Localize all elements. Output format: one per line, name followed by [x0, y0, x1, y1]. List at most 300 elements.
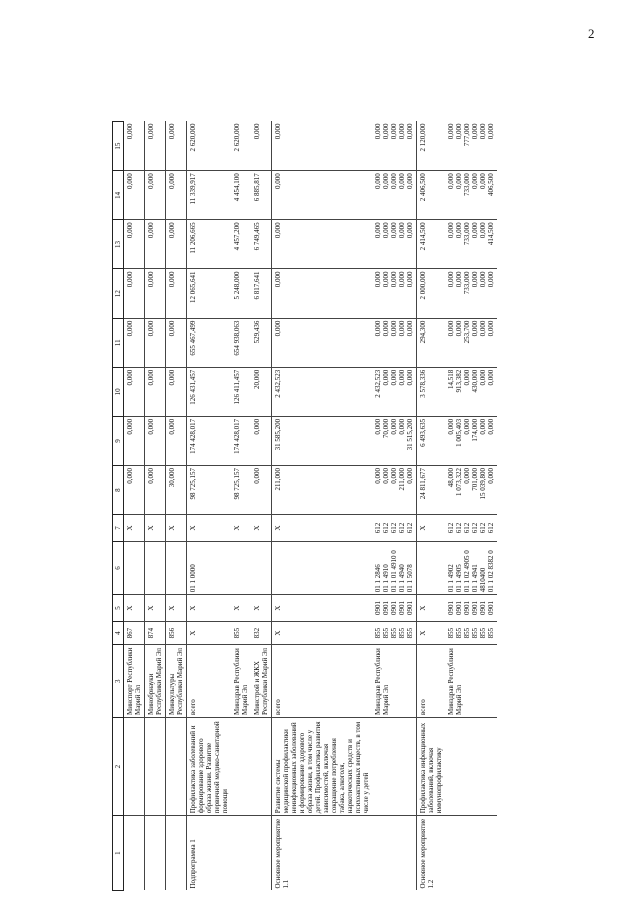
section-cell: X: [231, 595, 251, 622]
cell-line: 0,000: [447, 418, 455, 435]
target-article-cell: [417, 541, 446, 594]
row-type-cell: Подпрограмма 1: [189, 839, 197, 889]
table-row: [372, 122, 417, 891]
row-name-cell: Профилактика заболеваний и формирование здорового образа жизни. Развитие первичной медико-санитарной помощи: [187, 718, 232, 816]
cell-line: 01 1 4910: [382, 564, 390, 593]
amount-cell: 2 120,000: [417, 122, 446, 171]
cell-line: 0,000: [406, 271, 414, 288]
cell-line: 0,000: [382, 173, 390, 189]
amount-cell: 0,000: [166, 416, 187, 465]
col-header: 11: [113, 318, 124, 367]
cell-line: 0,000: [463, 418, 471, 435]
cell-line: 0901: [398, 601, 406, 616]
col-header: 12: [113, 269, 124, 318]
cell-line: 01 1 4941: [471, 564, 479, 593]
amount-cell: 0,000: [145, 220, 166, 269]
row-type-cell: [251, 816, 272, 891]
cell-line: 0901: [374, 601, 382, 616]
amount-cell: 2 620,000: [231, 122, 251, 171]
cell-line: 0,000: [374, 173, 382, 189]
amount-cell: [372, 416, 417, 465]
cell-line: 0,000: [374, 320, 382, 337]
section-cell: X: [272, 595, 373, 622]
cell-line: 0,000: [374, 222, 382, 239]
amount-cell: 529,436: [251, 318, 272, 367]
cell-line: 612: [463, 522, 471, 534]
cell-line: 0,000: [406, 173, 414, 189]
grbs-cell: 874: [145, 621, 166, 644]
amount-cell: 5 248,000: [231, 269, 251, 318]
grbs-cell: X: [272, 621, 373, 644]
section-cell: X: [187, 595, 232, 622]
cell-line: 855: [398, 627, 406, 639]
cell-line: 0,000: [455, 173, 463, 189]
col-header: 15: [113, 122, 124, 171]
amount-cell: [372, 367, 417, 416]
row-type-cell: [372, 816, 417, 891]
amount-cell: 6 493,635: [417, 416, 446, 465]
cell-line: 430,000: [471, 369, 479, 393]
amount-cell: 2 000,000: [417, 269, 446, 318]
cell-line: 0,000: [455, 222, 463, 239]
executor-cell: Минстрой и ЖКХ Республики Марий Эл: [251, 645, 272, 718]
cell-line: 0,000: [447, 271, 455, 288]
grbs-cell: 867: [124, 621, 145, 644]
row-type-cell: [166, 816, 187, 891]
cell-line: 0,000: [390, 320, 398, 337]
amount-cell: 211,000: [272, 466, 373, 515]
cell-line: 0,000: [406, 369, 414, 386]
cell-line: 4810400: [479, 567, 487, 593]
cell-line: 48,000: [447, 468, 455, 488]
cell-line: 0,000: [479, 320, 487, 337]
amount-cell: 0,000: [124, 416, 145, 465]
cell-line: 0,000: [374, 123, 382, 140]
cell-line: 0,000: [398, 123, 406, 140]
col-header: 10: [113, 367, 124, 416]
cell-line: 0,000: [382, 468, 390, 484]
amount-cell: 2 414,500: [417, 220, 446, 269]
col-header: 13: [113, 220, 124, 269]
target-article-cell: [124, 541, 145, 594]
target-article-cell: [372, 541, 417, 594]
table-row: [417, 122, 446, 891]
cell-line: 01 1 4940: [398, 564, 406, 593]
expense-type-cell: X: [251, 515, 272, 542]
row-type-cell: [124, 816, 145, 891]
amount-cell: 11 206,665: [187, 220, 232, 269]
table-row: [145, 122, 166, 891]
col-header: 5: [113, 595, 124, 622]
row-type-cell: [231, 816, 251, 891]
row-name-cell: [445, 718, 497, 816]
amount-cell: 0,000: [166, 122, 187, 171]
row-name-cell: [145, 718, 166, 816]
table-body: [124, 122, 498, 891]
amount-cell: 2 620,000: [187, 122, 232, 171]
cell-line: 855: [479, 627, 487, 639]
cell-line: 01 1 02 4905 0: [463, 550, 471, 593]
amount-cell: 0,000: [145, 318, 166, 367]
cell-line: 855: [447, 627, 455, 639]
amount-cell: 126 431,457: [187, 367, 232, 416]
amount-cell: 126 411,457: [231, 367, 251, 416]
cell-line: 0901: [390, 601, 398, 616]
row-type-cell: Основное мероприятие 1.1: [274, 818, 290, 889]
amount-cell: 0,000: [124, 367, 145, 416]
cell-line: 0,000: [471, 320, 479, 337]
cell-line: 0,000: [390, 418, 398, 435]
amount-cell: [445, 318, 497, 367]
cell-line: 733,000: [463, 173, 471, 196]
cell-line: 701,000: [471, 468, 479, 491]
amount-cell: 0,000: [166, 220, 187, 269]
cell-line: 414,500: [487, 222, 495, 246]
amount-cell: 0,000: [124, 269, 145, 318]
section-cell: X: [251, 595, 272, 622]
amount-cell: 0,000: [145, 122, 166, 171]
cell-line: 612: [390, 522, 398, 534]
col-header: 9: [113, 416, 124, 465]
cell-line: 0,000: [479, 123, 487, 140]
cell-line: 70,000: [382, 418, 390, 439]
table-row: [231, 122, 251, 891]
target-article-cell: [445, 541, 497, 594]
executor-cell: Минздрав Республики Марий Эл: [231, 645, 251, 718]
section-cell: [445, 595, 497, 622]
col-header: 7: [113, 515, 124, 542]
target-article-cell: [251, 541, 272, 594]
amount-cell: [372, 269, 417, 318]
cell-line: 0901: [406, 601, 414, 616]
rotated-page: [112, 121, 637, 891]
executor-cell: Минздрав Республики Марий Эл: [372, 645, 417, 718]
cell-line: 0,000: [487, 418, 495, 435]
cell-line: 0,000: [463, 369, 471, 386]
section-cell: X: [166, 595, 187, 622]
amount-cell: 655 467,499: [187, 318, 232, 367]
header-row: [113, 122, 124, 891]
cell-line: 0,000: [382, 369, 390, 386]
executor-cell: Минобрнауки Республики Марий Эл: [145, 645, 166, 718]
amount-cell: 0,000: [272, 269, 373, 318]
cell-line: 0,000: [487, 320, 495, 337]
cell-line: 0,000: [406, 222, 414, 239]
cell-line: 612: [479, 522, 487, 534]
amount-cell: 0,000: [272, 171, 373, 220]
cell-line: 0,000: [471, 271, 479, 288]
row-name-cell: [231, 718, 251, 816]
cell-line: 0,000: [398, 173, 406, 189]
cell-line: 0,000: [398, 271, 406, 288]
cell-line: 612: [471, 522, 479, 534]
cell-line: 855: [406, 627, 414, 639]
amount-cell: 24 811,677: [417, 466, 446, 515]
cell-line: 612: [455, 522, 463, 534]
cell-line: 0,000: [487, 123, 495, 140]
cell-line: 0,000: [487, 369, 495, 386]
amount-cell: 0,000: [272, 220, 373, 269]
amount-cell: 174 428,017: [231, 416, 251, 465]
amount-cell: 0,000: [145, 171, 166, 220]
cell-line: 0,000: [471, 173, 479, 189]
cell-line: 0901: [455, 601, 463, 616]
amount-cell: [445, 367, 497, 416]
cell-line: 0901: [463, 601, 471, 616]
cell-line: 0,000: [390, 271, 398, 288]
cell-line: 0,000: [382, 320, 390, 337]
cell-line: 253,700: [463, 320, 471, 344]
grbs-cell: X: [417, 621, 446, 644]
executor-cell: всего: [272, 645, 373, 718]
amount-cell: 6 885,817: [251, 171, 272, 220]
executor-cell: Минздрав Республики Марий Эл: [445, 645, 497, 718]
cell-line: 0,000: [390, 123, 398, 140]
amount-cell: [445, 416, 497, 465]
amount-cell: [372, 220, 417, 269]
cell-line: 0,000: [487, 468, 495, 484]
cell-line: 0901: [447, 601, 455, 616]
cell-line: 01 1 5078: [406, 564, 414, 593]
cell-line: 01 1 2846: [374, 564, 382, 593]
cell-line: 855: [463, 627, 471, 639]
cell-line: 0,000: [479, 222, 487, 239]
amount-cell: 0,000: [145, 367, 166, 416]
cell-line: 855: [382, 627, 390, 639]
col-header: 14: [113, 171, 124, 220]
section-cell: X: [124, 595, 145, 622]
cell-line: 0,000: [390, 222, 398, 239]
cell-line: 855: [390, 627, 398, 639]
cell-line: 01 1 4902: [447, 564, 455, 593]
cell-line: 777,000: [463, 123, 471, 147]
amount-cell: 0,000: [145, 416, 166, 465]
expense-type-cell: [372, 515, 417, 542]
cell-line: 0,000: [382, 271, 390, 288]
amount-cell: [372, 318, 417, 367]
amount-cell: 0,000: [124, 122, 145, 171]
table-row: [124, 122, 145, 891]
cell-line: 0,000: [447, 320, 455, 337]
cell-line: 913,382: [455, 369, 463, 393]
amount-cell: 174 428,017: [187, 416, 232, 465]
col-header: 8: [113, 466, 124, 515]
amount-cell: 0,000: [145, 466, 166, 515]
amount-cell: [445, 171, 497, 220]
table-row: [272, 122, 373, 891]
cell-line: 0,000: [390, 468, 398, 484]
cell-line: 0,000: [406, 123, 414, 140]
cell-line: 0,000: [455, 320, 463, 337]
executor-cell: Минспорт Республики Марий Эл: [124, 645, 145, 718]
row-type-cell: [445, 816, 497, 891]
amount-cell: 0,000: [272, 318, 373, 367]
cell-line: 0,000: [479, 271, 487, 288]
col-header: 3: [113, 645, 124, 718]
grbs-cell: [372, 621, 417, 644]
expense-type-cell: X: [166, 515, 187, 542]
cell-line: 0901: [479, 601, 487, 616]
cell-line: 612: [487, 522, 495, 534]
cell-line: 1 005,403: [455, 418, 463, 447]
amount-cell: 0,000: [251, 466, 272, 515]
col-header: 6: [113, 541, 124, 594]
target-article-cell: 01 1 0000: [187, 541, 232, 594]
row-name-cell: [372, 718, 417, 816]
amount-cell: 0,000: [124, 220, 145, 269]
amount-cell: 0,000: [166, 269, 187, 318]
cell-line: 0,000: [382, 222, 390, 239]
cell-line: 01 1 02 8382 0: [487, 550, 495, 593]
cell-line: 855: [374, 627, 382, 639]
row-name-cell: [251, 718, 272, 816]
row-name-cell: Профилактика инфекционных заболеваний, включая иммунопрофилактику: [417, 718, 446, 816]
row-name-cell: Развитие системы медицинской профилактики неинфекционных заболеваний и формирование здорового образа жизни, в том числе у детей. Профилактика развития зависимостей, включая сокращение потребления табака, алкоголя, наркотических средств и психоактивных веществ, в том числе у детей: [272, 718, 373, 816]
target-article-cell: [166, 541, 187, 594]
grbs-cell: 856: [166, 621, 187, 644]
cell-line: 0,000: [479, 173, 487, 189]
grbs-cell: X: [187, 621, 232, 644]
cell-line: 0,000: [374, 418, 382, 435]
cell-line: 0,000: [374, 271, 382, 288]
page-number: 2: [588, 26, 595, 41]
amount-cell: 98 725,157: [187, 466, 232, 515]
cell-line: 0901: [471, 601, 479, 616]
amount-cell: 2 432,523: [272, 367, 373, 416]
amount-cell: [445, 122, 497, 171]
cell-line: 0,000: [406, 468, 414, 484]
executor-cell: всего: [187, 645, 232, 718]
cell-line: 15 039,800: [479, 468, 487, 500]
cell-line: 855: [471, 627, 479, 639]
cell-line: 01 1 4905: [455, 564, 463, 593]
cell-line: 0,000: [390, 369, 398, 386]
row-type-cell: Основное мероприятие 1.2: [419, 818, 435, 889]
table-row: [251, 122, 272, 891]
cell-line: 0,000: [390, 173, 398, 189]
cell-line: 0,000: [487, 271, 495, 288]
col-header: 1: [113, 816, 124, 891]
executor-cell: всего: [417, 645, 446, 718]
amount-cell: 0,000: [166, 318, 187, 367]
row-name-cell: [166, 718, 187, 816]
grbs-cell: 855: [231, 621, 251, 644]
cell-line: 855: [487, 627, 495, 639]
cell-line: 31 515,200: [406, 418, 414, 451]
amount-cell: [372, 466, 417, 515]
cell-line: 612: [374, 522, 382, 534]
cell-line: 0,000: [398, 222, 406, 239]
cell-line: 0,000: [447, 123, 455, 140]
expense-type-cell: [445, 515, 497, 542]
amount-cell: 0,000: [251, 122, 272, 171]
cell-line: 1 073,322: [455, 468, 463, 496]
cell-line: 174,000: [471, 418, 479, 442]
cell-line: 0,000: [479, 418, 487, 435]
cell-line: 855: [455, 627, 463, 639]
amount-cell: 30,000: [166, 466, 187, 515]
cell-line: 0,000: [447, 173, 455, 189]
cell-line: 733,000: [463, 271, 471, 295]
amount-cell: 31 585,200: [272, 416, 373, 465]
cell-line: 0,000: [398, 320, 406, 337]
cell-line: 0,000: [463, 468, 471, 484]
amount-cell: 4 457,200: [231, 220, 251, 269]
cell-line: 0,000: [398, 418, 406, 435]
cell-line: 0,000: [374, 468, 382, 484]
section-cell: X: [145, 595, 166, 622]
table-row: [166, 122, 187, 891]
section-cell: [372, 595, 417, 622]
amount-cell: 12 065,641: [187, 269, 232, 318]
cell-line: 0901: [487, 601, 495, 616]
table-row: [445, 122, 497, 891]
amount-cell: 4 454,100: [231, 171, 251, 220]
cell-line: 01 1 01 4910 0: [390, 550, 398, 593]
amount-cell: 0,000: [124, 318, 145, 367]
cell-line: 211,000: [398, 468, 406, 491]
cell-line: 612: [398, 522, 406, 534]
amount-cell: 6 817,641: [251, 269, 272, 318]
expense-type-cell: X: [272, 515, 373, 542]
cell-line: 612: [382, 522, 390, 534]
amount-cell: [445, 466, 497, 515]
cell-line: 406,500: [487, 173, 495, 196]
cell-line: 0,000: [406, 320, 414, 337]
amount-cell: [445, 220, 497, 269]
target-article-cell: [145, 541, 166, 594]
amount-cell: 0,000: [124, 466, 145, 515]
cell-line: 0,000: [455, 123, 463, 140]
amount-cell: [372, 122, 417, 171]
amount-cell: 654 938,063: [231, 318, 251, 367]
grbs-cell: 832: [251, 621, 272, 644]
target-article-cell: [272, 541, 373, 594]
amount-cell: [445, 269, 497, 318]
budget-table: [112, 121, 497, 891]
expense-type-cell: X: [187, 515, 232, 542]
expense-type-cell: X: [145, 515, 166, 542]
cell-line: 2 432,523: [374, 369, 382, 398]
amount-cell: 0,000: [166, 367, 187, 416]
cell-line: 612: [406, 522, 414, 534]
expense-type-cell: X: [417, 515, 446, 542]
cell-line: 0901: [382, 601, 390, 616]
executor-cell: Минкультуры Республики Марий Эл: [166, 645, 187, 718]
amount-cell: 0,000: [251, 416, 272, 465]
row-type-cell: [145, 816, 166, 891]
row-name-cell: [124, 718, 145, 816]
grbs-cell: [445, 621, 497, 644]
cell-line: 0,000: [455, 271, 463, 288]
table-row: [187, 122, 232, 891]
cell-line: 733,000: [463, 222, 471, 246]
cell-line: 612: [447, 522, 455, 534]
cell-line: 0,000: [382, 123, 390, 140]
col-header: 2: [113, 718, 124, 816]
cell-line: 0,000: [479, 369, 487, 386]
amount-cell: 11 339,917: [187, 171, 232, 220]
cell-line: 0,000: [471, 123, 479, 140]
amount-cell: 20,000: [251, 367, 272, 416]
amount-cell: 98 725,157: [231, 466, 251, 515]
amount-cell: 294,300: [417, 318, 446, 367]
amount-cell: 0,000: [145, 269, 166, 318]
cell-line: 0,000: [447, 222, 455, 239]
section-cell: X: [417, 595, 446, 622]
amount-cell: 3 578,336: [417, 367, 446, 416]
col-header: 4: [113, 621, 124, 644]
